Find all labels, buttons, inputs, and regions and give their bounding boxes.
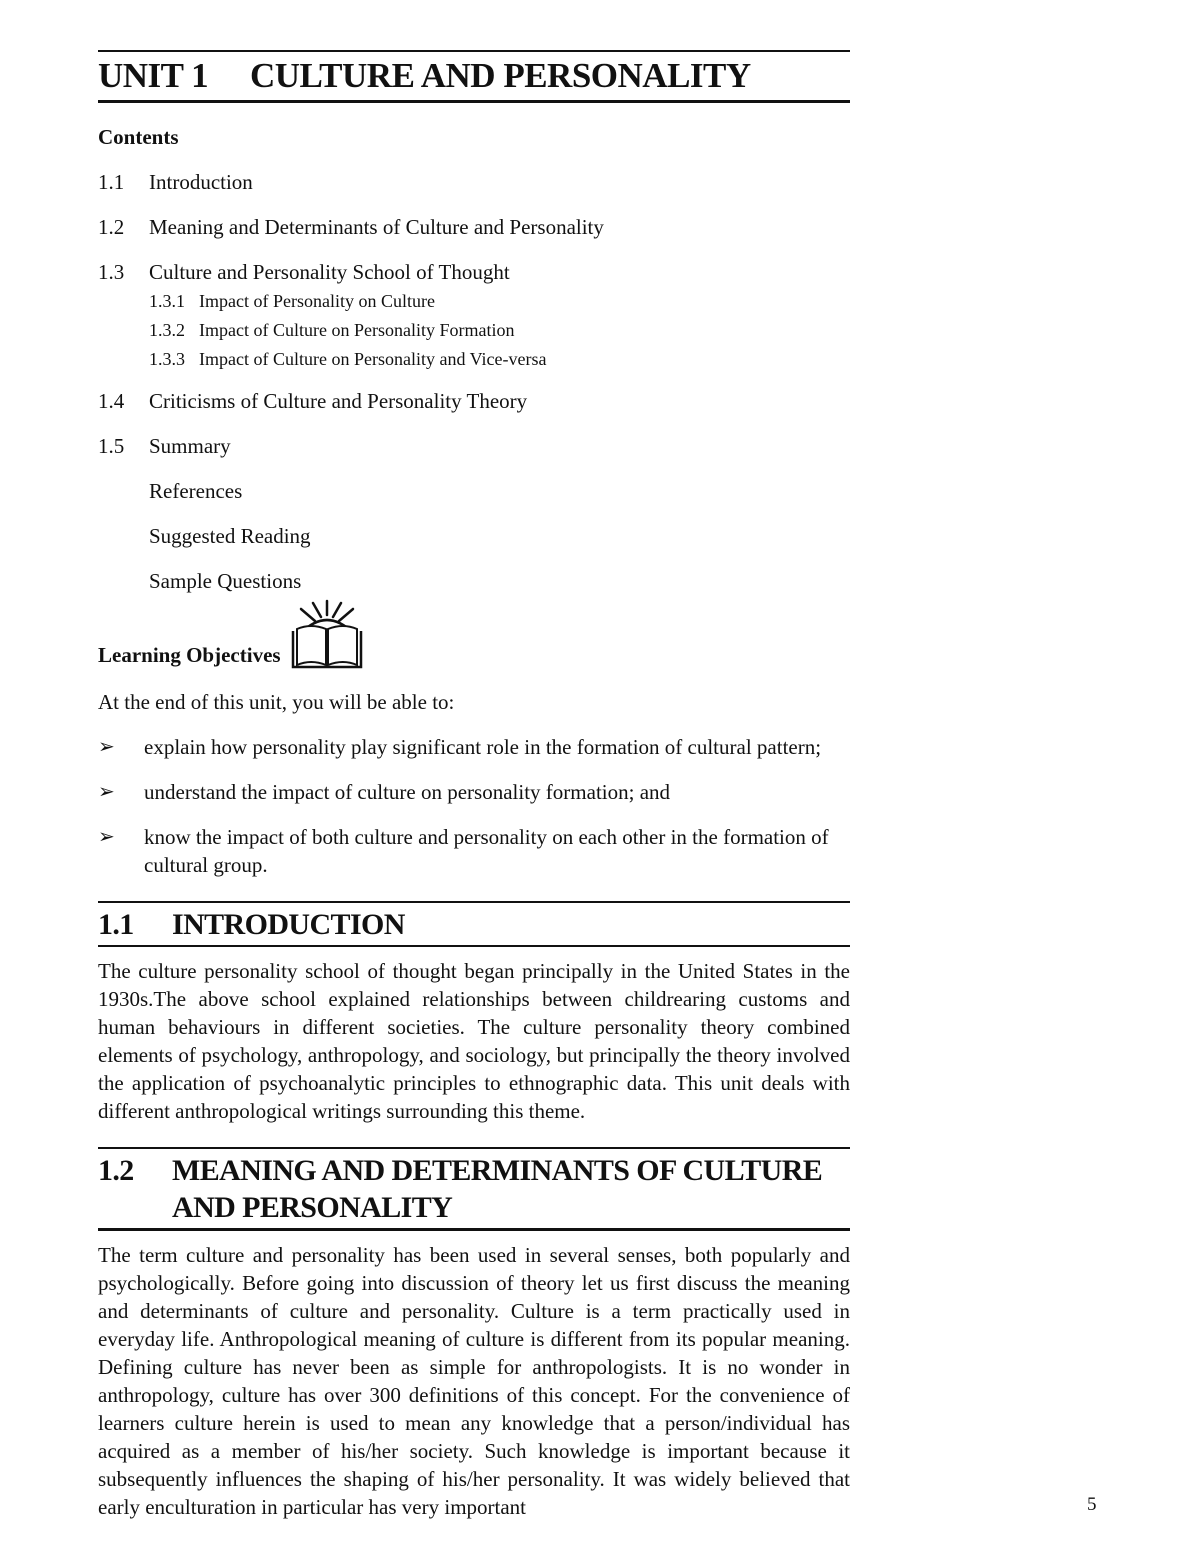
toc-label: Summary [149,434,231,458]
toc-number: 1.3 [98,260,125,284]
objective-item [98,823,850,879]
toc-number: 1.5 [98,434,125,458]
toc-item-1-1 [98,170,850,195]
section-title: MEANING AND DETERMINANTS OF CULTURE AND PERSONALITY [172,1154,823,1224]
objective-text: understand the impact of culture on personality formation; and [144,780,671,804]
objectives-lead: At the end of this unit, you will be able to: [98,690,455,714]
toc-item-1-3-3 [149,349,850,369]
objective-text: explain how personality play significant role in the formation of cultural pattern; [144,735,822,759]
arrow-bullet-icon: ➢ [98,781,115,803]
toc-item-1-5 [98,434,850,459]
unit-heading [98,52,850,100]
section-meaning-determinants [98,1147,850,1521]
section-body: The culture personality school of thought began principally in the United States in the 1930s.The above school explained relationships between childrearing customs and human behaviours in different societies. The culture personality theory combined elements of psychology, anthropology, and sociology, but principally the theory involved the application of psychoanalytic principles to ethnographic data. This unit deals with different anthropological writings surrounding this theme. [98,959,850,1123]
toc-item-1-4 [98,389,850,414]
contents-list [98,170,850,594]
toc-label: Impact of Culture on Personality Formation [199,320,515,340]
section-heading [98,1149,850,1228]
learning-objectives-heading-row [98,604,850,676]
objective-item [98,778,850,806]
toc-item-suggested-reading [98,524,850,549]
section-heading [98,903,850,945]
toc-number: 1.3.3 [149,349,185,369]
toc-label: Introduction [149,170,253,194]
toc-label: References [149,479,243,503]
toc-number: 1.2 [98,215,125,239]
learning-objectives-heading: Learning Objectives [98,643,281,667]
toc-label: Sample Questions [149,569,302,593]
section-bottom-rule [98,945,850,947]
toc-label: Impact of Personality on Culture [199,291,435,311]
section-title: INTRODUCTION [172,908,405,941]
toc-item-sample-questions [98,569,850,594]
section-number: 1.1 [98,908,134,941]
toc-number: 1.4 [98,389,125,413]
toc-item-references [98,479,850,504]
toc-label: Impact of Culture on Personality and Vice-versa [199,349,547,369]
arrow-bullet-icon: ➢ [98,736,115,758]
objective-item [98,733,850,761]
section-bottom-rule [98,1228,850,1231]
contents-heading: Contents [98,125,179,149]
toc-item-1-3 [98,260,850,285]
unit-title: CULTURE AND PERSONALITY [250,56,751,95]
section-introduction [98,901,850,1125]
toc-label: Culture and Personality School of Thought [149,260,510,284]
objectives-list [98,733,850,879]
document-page [98,50,850,1521]
arrow-bullet-icon: ➢ [98,826,115,848]
toc-label: Meaning and Determinants of Culture and Personality [149,215,604,239]
unit-number: UNIT 1 [98,56,209,95]
section-number: 1.2 [98,1154,134,1187]
section-body: The term culture and personality has been used in several senses, both popularly and psychologically. Before going into discussion of theory let us first discuss the meaning and determinants of culture and personality. Culture is a term practically used in everyday life. Anthropological meaning of culture is different from its popular meaning. Defining culture has never been as simple for anthropologists. It is no wonder in anthropology, culture has over 300 definitions of this concept. For the convenience of learners culture herein is used to mean any knowledge that a person/individual has acquired as a member of his/her society. Such knowledge is important because it subsequently influences the shaping of his/her personality. It was widely believed that early enculturation in particular has very important [98,1243,850,1519]
toc-item-1-2 [98,215,850,240]
toc-number: 1.1 [98,170,125,194]
book-icon [289,599,365,676]
unit-heading-underline [98,100,850,103]
toc-item-1-3-2 [149,320,850,340]
page-number: 5 [1087,1494,1097,1515]
toc-number: 1.3.2 [149,320,185,340]
objective-text: know the impact of both culture and personality on each other in the formation of cultural group. [144,825,829,877]
toc-number: 1.3.1 [149,291,185,311]
toc-label: Suggested Reading [149,524,311,548]
toc-label: Criticisms of Culture and Personality Theory [149,389,528,413]
toc-item-1-3-1 [149,291,850,311]
